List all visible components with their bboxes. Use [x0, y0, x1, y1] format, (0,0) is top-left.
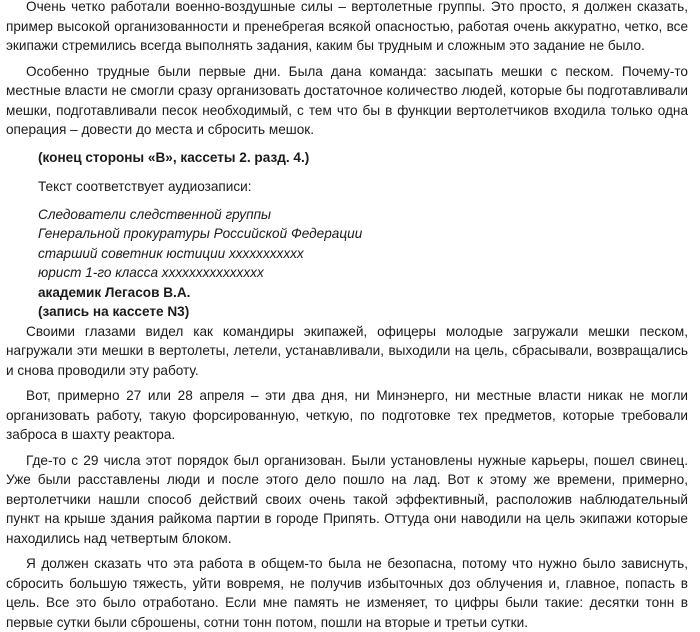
signature-line-prosecutor: Генеральной прокуратуры Российской Федерации [38, 226, 363, 241]
paragraph-not-safe: Я должен сказать что эта работа в общем-то была не безопасна, потому что нужно было зависнуть, сбросить большую тяжесть, уйти вовремя, не получив избыточных доз облучения и, главное, попасть в цель. Все это было отработано. Если мне память не изменяет, то цифры были такие: десятки тонн в первые сутки были сброшены, сотни тонн потом, пошли на вторые и третьи сутки. [6, 556, 688, 630]
signature-line-lawyer: юрист 1-го класса ххххххххххххххх [38, 265, 264, 280]
paragraph-first-days: Особенно трудные были первые дни. Была дана команда: засыпать мешки с песком. Почему-то местные власти не смогли сразу организовать достаточное количество людей, которые бы подготавливали мешки, подготавливали песок необходимый, с тем что бы в функции вертолетчиков входила только одна операция – довести до места и сбросить мешок. [6, 63, 688, 137]
paragraph-april-dates: Вот, примерно 27 или 28 апреля – эти два дня, ни Минэнерго, ни местные власти никак не могли организовать работу, такую форсированную, четкую, по подготовке тех предметов, которые требовали заброса в шахту реактора. [6, 388, 688, 442]
paragraph-helicopter-groups: Очень четко работали военно-воздушные силы – вертолетные группы. Это просто, я должен сказать, пример высокой организованности и пренебрегая всякой опасностью, работая очень аккуратно, четко, все экипажи стремились всегда выполнять задания, каким бы трудным и сложным это задание не было. [6, 0, 688, 53]
speaker-name: академик Легасов В.А. [38, 284, 191, 300]
signature-line-senior-advisor: старший советник юстиции ххххххххххх [38, 245, 304, 261]
signature-block [6, 205, 688, 322]
tape-label: (запись на кассете N3) [38, 304, 190, 319]
signature-line-investigators: Следователи следственной группы [38, 206, 272, 222]
audio-note: Текст соответствует аудиозаписи: [38, 179, 252, 194]
section-end-heading: (конец стороны «В», кассеты 2. разд. 4.) [38, 149, 310, 165]
document-body [6, 0, 688, 632]
paragraph-29th: Где-то с 29 числа этот порядок был организован. Были установлены нужные карьеры, пошел свинец. Уже были расставлены люди и после этого дело пошло на лад. Вот к этому же времени, примерно, вертолетчики нашли способ действий своих очень такой эффективный, расположив наблюдательный пункт на крыше здания райкома партии в городе Припять. Оттуда они наводили на цель экипажи которые находились над четвертым блоком. [6, 452, 688, 546]
paragraph-own-eyes: Своими глазами видел как командиры экипажей, офицеры молодые загружали мешки песком, нагружали эти мешки в вертолеты, летели, устанавливали, выходили на цель, сбрасывали, возвращались и снова проводили эту работу. [6, 323, 688, 378]
